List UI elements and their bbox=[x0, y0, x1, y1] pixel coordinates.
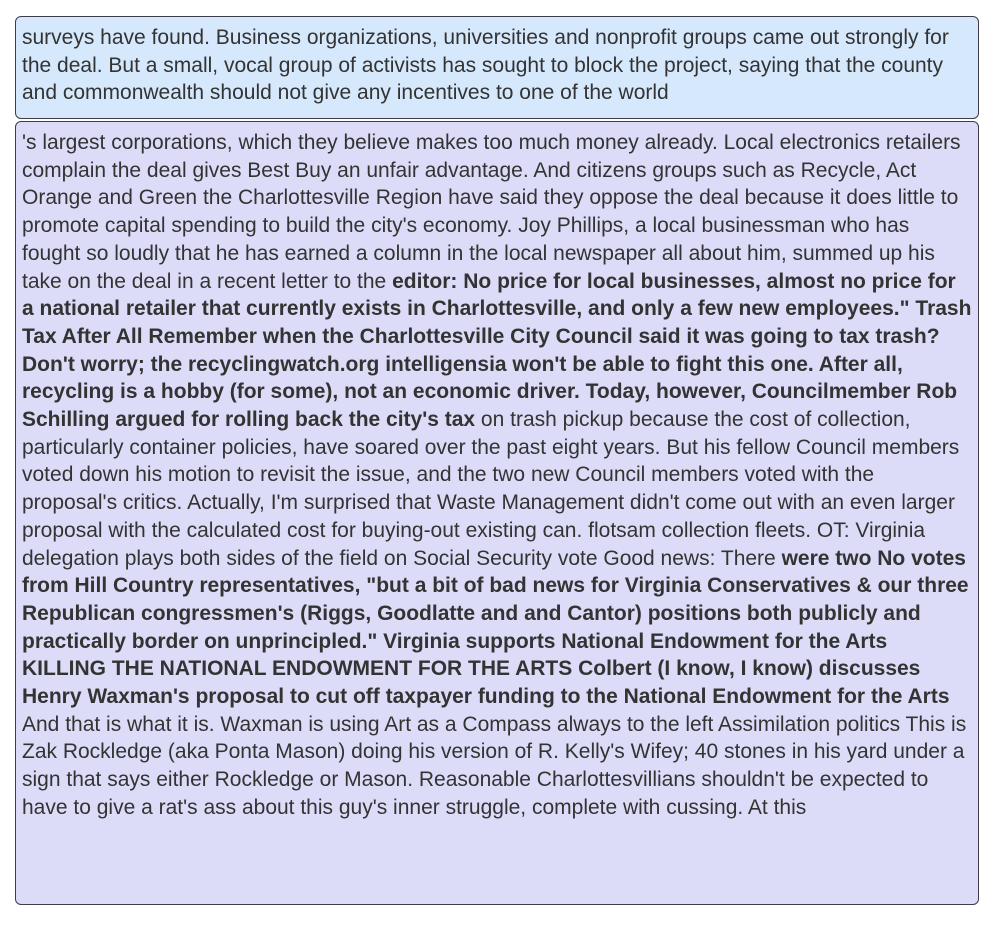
paragraph-top: surveys have found. Business organizations, universities and nonprofit groups came out strongly for the deal. But a small, vocal group of activists has sought to block the project, saying that the county and commonwealth should not give any incentives to one of the world bbox=[22, 26, 949, 105]
text-block-main bbox=[15, 121, 979, 905]
text-segment: And that is what it is. Waxman is using Art as a Compass always to the left Assimilation politics This is Zak Rockledge (aka Ponta Mason) doing his version of R. Kelly's Wifey; 40 stones in his yard under a sign that says either Rockledge or Mason. Reasonable Charlottesvillians shouldn't be expected to have to give a rat's ass about this guy's inner struggle, complete with cussing. At this bbox=[22, 712, 967, 819]
text-segment-bold: were two No votes from Hill Country representatives, "but a bit of bad news for Virginia Conservatives & our three Republican congressmen's (Riggs, Goodlatte and and Cantor) positions both publicly and practically border on unprincipled." Virginia supports National Endowment for the Arts KILLING THE NATIONAL ENDOWMENT FOR THE ARTS Colbert (I know, I know) discusses Henry Waxman's proposal to cut off taxpayer funding to the National Endowment for the Arts bbox=[22, 546, 969, 709]
text-segment-bold: editor: No price for local businesses, almost no price for a national retailer that currently exists in Charlottesville, and only a few new employees." Trash Tax After All Remember when the Charlottesville City Council said it was going to tax trash? Don't worry; the recyclingwatch.org intelligensia won't be able to fight this one. After all, recycling is a hobby (for some), not an economic driver. Today, however, Councilmember Rob Schilling argued for rolling back the city's tax bbox=[22, 269, 972, 432]
text-segment: 's largest corporations, which they believe makes too much money already. Local electronics retailers complain the deal gives Best Buy an unfair advantage. And citizens groups such as Recycle, Act Orange and Green the Charlottesville Region have said they oppose the deal because it does little to promote capital spending to build the city's economy. Joy Phillips, a local businessman who has fought so loudly that he has earned a column in the local newspaper all about him, summed up his take on the deal in a recent letter to the bbox=[22, 131, 961, 293]
text-block-top bbox=[15, 16, 979, 119]
paragraph-main bbox=[22, 129, 972, 822]
text-segment: on trash pickup because the cost of collection, particularly container policies, have soared over the past eight years. But his fellow Council members voted down his motion to revisit the issue, and the two new Council members voted with the proposal's critics. Actually, I'm surprised that Waste Management didn't come out with an even larger proposal with the calculated cost for buying-out existing can. flotsam collection fleets. OT: Virginia delegation plays both sides of the field on Social Security vote Good news: There bbox=[22, 408, 960, 570]
